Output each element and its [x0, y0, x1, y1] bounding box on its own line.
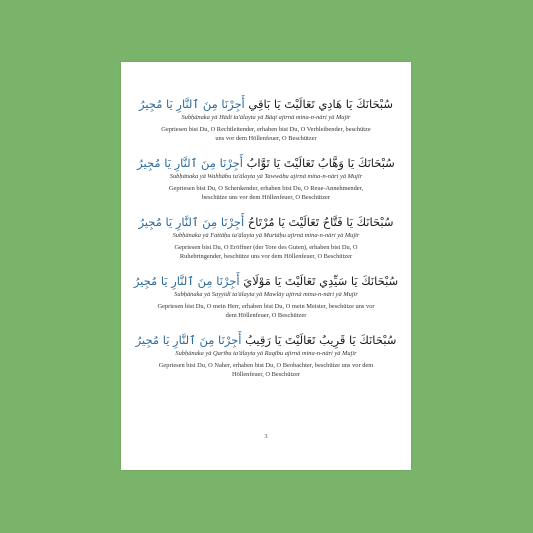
arabic-text: سُبْحَانَكَ يَا فَتَّاحُ تَعَالَيْتَ يَا مُرْتَاحُ — [247, 215, 394, 229]
transliteration: Subḥānaka yā Fattāḥu ta'ālayta yā Murtāḥu ajirnā mina-n-nāri yā Mujīr — [172, 232, 360, 239]
book-page — [121, 62, 411, 470]
verse — [121, 214, 411, 261]
arabic-text: سُبْحَانَكَ يَا سَيِّدِي تَعَالَيْتَ يَا مَوْلَايَ — [243, 274, 399, 288]
arabic-refrain: أَجِرْنَا مِنَ ٱلنَّارِ يَا مُجِيرُ — [138, 97, 245, 111]
arabic-line — [121, 96, 411, 112]
german-translation: Gepriesen bist Du, O mein Herr, erhaben bist Du, O mein Meister, beschütze uns vor dem Höllenfeuer, O Beschützer — [157, 303, 375, 319]
verse — [121, 96, 411, 143]
page-number: 3 — [264, 433, 268, 440]
transliteration: Subḥānaka yā Wahhābu ta'ālayta yā Tawwābu ajirnā mina-n-nāri yā Mujīr — [169, 173, 363, 180]
verse — [121, 155, 411, 202]
arabic-line — [121, 214, 411, 230]
arabic-line — [121, 273, 411, 289]
german-translation: Gepriesen bist Du, O Naher, erhaben bist Du, O Beobachter, beschütze uns vor dem Höllenfeuer, O Beschützer — [158, 362, 374, 378]
arabic-line — [121, 332, 411, 348]
arabic-refrain: أَجِرْنَا مِنَ ٱلنَّارِ يَا مُجِيرُ — [138, 215, 245, 229]
transliteration: Subḥānaka yā Sayyidī ta'ālayta yā Mawlāy ajirnā mina-n-nāri yā Mujīr — [174, 291, 358, 298]
arabic-refrain: أَجِرْنَا مِنَ ٱلنَّارِ يَا مُجِيرُ — [137, 156, 243, 170]
arabic-text: سُبْحَانَكَ يَا هَادِي تَعَالَيْتَ يَا بَاقِي — [248, 97, 394, 111]
arabic-text: سُبْحَانَكَ يَا قَرِيبُ تَعَالَيْتَ يَا رَقِيبُ — [245, 333, 397, 347]
verse-list — [121, 96, 411, 391]
verse — [121, 332, 411, 379]
arabic-text: سُبْحَانَكَ يَا وَهَّابُ تَعَالَيْتَ يَا تَوَّابُ — [246, 156, 395, 170]
transliteration: Subḥānaka yā Hādī ta'ālayta yā Bāqī ajirnā mina-n-nāri yā Mujīr — [181, 114, 351, 121]
arabic-line — [121, 155, 411, 171]
verse — [121, 273, 411, 320]
german-translation: Gepriesen bist Du, O Schenkender, erhaben bist Du, O Reue-Annehmender, beschütze uns vor dem Höllenfeuer, O Beschützer — [168, 185, 364, 201]
transliteration: Subḥānaka yā Qarību ta'ālayta yā Raqību ajirnā mina-n-nāri yā Mujīr — [175, 350, 357, 357]
german-translation: Gepriesen bist Du, O Rechtleitender, erhaben bist Du, O Verbleibender, beschütze uns vor dem Höllenfeuer, O Beschützer — [161, 126, 371, 142]
german-translation: Gepriesen bist Du, O Eröffner (der Tore des Guten), erhaben bist Du, O Ruhebringender, beschütze uns vor dem Höllenfeuer, O Beschützer — [174, 244, 358, 260]
arabic-refrain: أَجِرْنَا مِنَ ٱلنَّارِ يَا مُجِيرُ — [135, 333, 242, 347]
arabic-refrain: أَجِرْنَا مِنَ ٱلنَّارِ يَا مُجِيرُ — [133, 274, 240, 288]
